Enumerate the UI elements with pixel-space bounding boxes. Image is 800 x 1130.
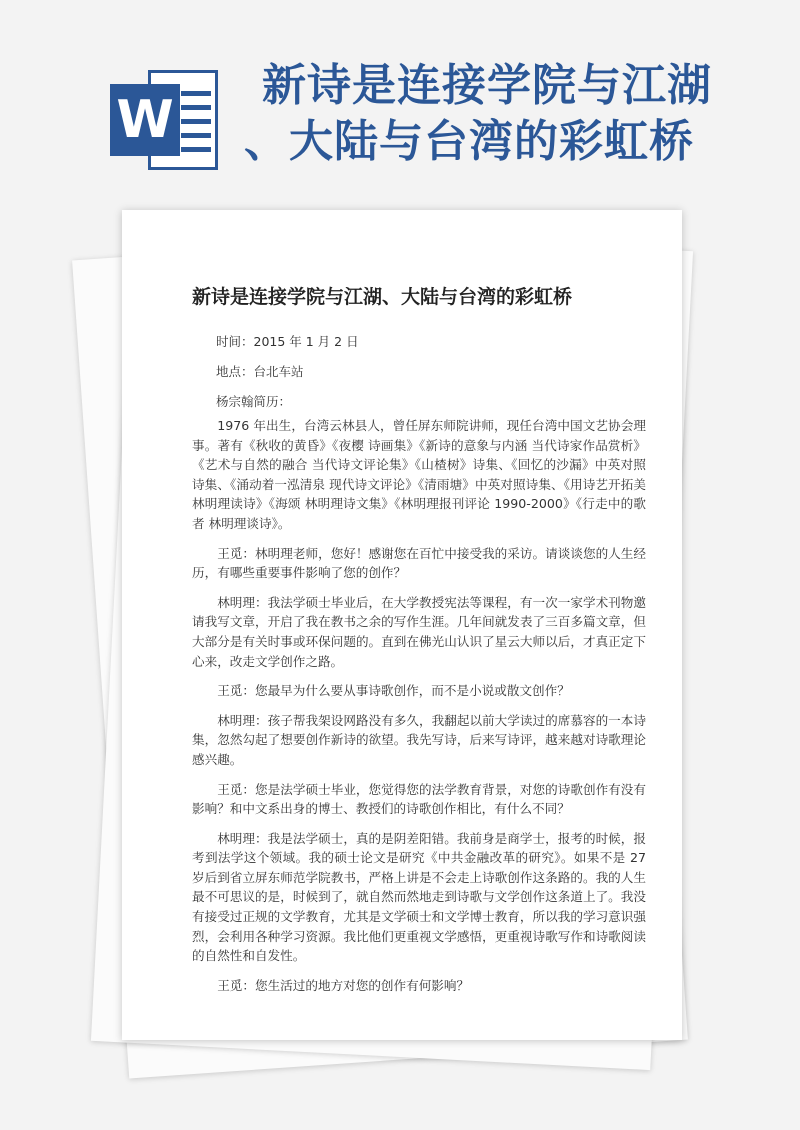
banner (0, 0, 800, 200)
banner-title-line1: 新诗是连接学院与江湖 (262, 60, 712, 111)
paragraph: 王觅：您是法学硕士毕业，您觉得您的法学教育背景，对您的诗歌创作有没有影响？和中文系出身的博士、教授们的诗歌创作相比，有什么不同？ (192, 781, 646, 817)
doc-line (181, 91, 211, 96)
paragraph: 林明理：我是法学硕士，真的是阴差阳错。我前身是商学士，报考的时候，报考到法学这个领域。我的硕士论文是研究《中共金融改革的研究》。如果不是 27 岁后到省立屏东师范学院教书，严格上讲是不会走上诗歌创作这条路的。我的人生最不可思议的是，时候到了，就自然而然地走到诗歌与文学创作这条道上了。我没有接受过正规的文学教育，尤其是文学硕士和文学博士教育，所以我的学习意识强烈，会利用各种学习资源。我比他们更重视文学感悟，更重视诗歌写作和诗歌阅读的自然性和自发性。 (192, 830, 646, 964)
meta-place: 地点：台北车站 (216, 364, 304, 379)
paragraph: 林明理：我法学硕士毕业后，在大学教授宪法等课程，有一次一家学术刊物邀请我写文章，开启了我在教书之余的写作生涯。几年间就发表了三百多篇文章，但大部分是有关时事或环保问题的。直到在佛光山认识了星云大师以后，才真正定下心来，改走文学创作之路。 (192, 594, 646, 669)
paragraph: 王觅：您生活过的地方对您的创作有何影响？ (217, 977, 470, 993)
doc-line (181, 147, 211, 152)
bio-label: 杨宗翰简历： (216, 394, 292, 409)
word-letter: W (110, 84, 180, 156)
document-title: 新诗是连接学院与江湖、大陆与台湾的彩虹桥 (192, 286, 573, 308)
doc-line (181, 105, 211, 110)
paragraph: 王觅：您最早为什么要从事诗歌创作，而不是小说或散文创作？ (217, 683, 570, 699)
paragraph: 王觅：林明理老师，您好！感谢您在百忙中接受我的采访。请谈谈您的人生经历，有哪些重要事件影响了您的创作？ (192, 545, 646, 581)
doc-line (181, 119, 211, 124)
paragraph: 林明理：孩子帮我架设网路没有多久，我翻起以前大学读过的席慕容的一本诗集，忽然勾起了想要创作新诗的欲望。我先写诗，后来写诗评，越来越对诗歌理论感兴趣。 (192, 712, 646, 767)
paragraph: 1976 年出生，台湾云林县人，曾任屏东师院讲师，现任台湾中国文艺协会理事。著有《秋收的黄昏》《夜樱 诗画集》《新诗的意象与内涵 当代诗家作品赏析》《艺术与自然的融合 当代诗文评论集》《山楂树》诗集、《回忆的沙漏》中英对照诗集、《涌动着一泓清泉 现代诗文评论》《清雨塘》中英对照诗集、《用诗艺开拓美 林明理读诗》《海颂 林明理诗文集》《林明理报刊评论 1990-2000》《行走中的歌者 林明理谈诗》。 (192, 418, 646, 531)
banner-title (244, 58, 742, 170)
document-body (192, 416, 646, 1005)
meta-time: 时间：2015 年 1 月 2 日 (216, 334, 359, 349)
document-page (122, 210, 682, 1040)
word-logo-icon (110, 70, 222, 170)
banner-title-line2: 、大陆与台湾的彩虹桥 (244, 116, 694, 167)
doc-line (181, 133, 211, 138)
